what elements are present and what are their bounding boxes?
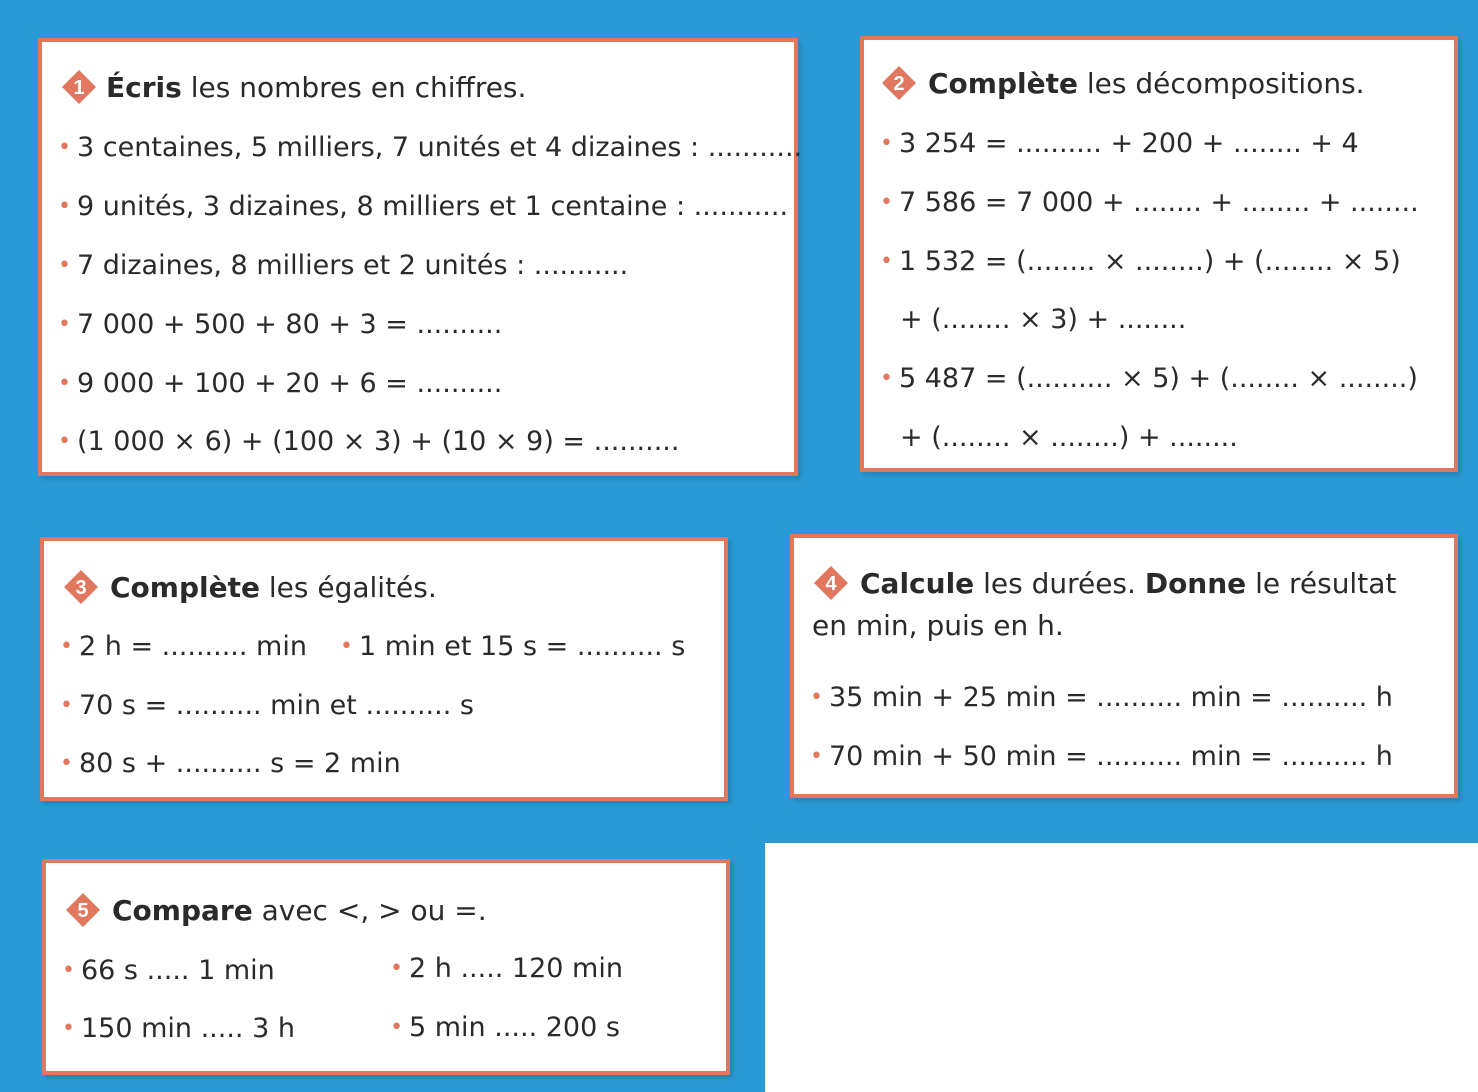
exercise-2-card: [860, 36, 1458, 472]
exercise-2-title-rest: les décompositions.: [1077, 67, 1365, 100]
exercise-5-title-bold: Compare: [112, 894, 253, 927]
exercise-3-number: 3: [75, 577, 87, 599]
bullet-icon: •: [880, 249, 893, 274]
exercise-3-title-rest: les égalités.: [259, 571, 437, 604]
exercise-3-card: [40, 537, 728, 801]
exercise-2-number-badge: [882, 66, 916, 100]
line-text: 66 s ..... 1 min: [80, 955, 275, 986]
exercise-3-title-bold: Complète: [110, 571, 260, 604]
bullet-icon: •: [60, 634, 73, 659]
exercise-1-line-6: [58, 424, 679, 462]
line-text: (1 000 × 6) + (100 × 3) + (10 × 9) = ..........: [76, 426, 680, 457]
exercise-5-number: 5: [77, 900, 89, 922]
exercise-2-line-1: [880, 126, 1359, 164]
exercise-5-title: [112, 891, 487, 931]
exercise-5-line-2: [390, 951, 623, 989]
exercise-4-title-bold-2: Donne: [1144, 567, 1247, 600]
bullet-icon: •: [62, 1016, 75, 1041]
exercise-1-line-4: [58, 307, 502, 345]
line-text: 9 000 + 100 + 20 + 6 = ..........: [76, 368, 503, 399]
bullet-icon: •: [390, 956, 403, 981]
line-text: 70 s = .......... min et .......... s: [78, 690, 474, 721]
exercise-1-line-5: [58, 366, 502, 404]
bullet-icon: •: [880, 190, 893, 215]
line-text: 7 dizaines, 8 milliers et 2 unités : ...........: [76, 250, 629, 281]
exercise-1-line-3: [58, 248, 628, 286]
bullet-icon: •: [62, 958, 75, 983]
line-text: 35 min + 25 min = .......... min = .......... h: [828, 682, 1393, 713]
exercise-1-number-badge: [62, 70, 96, 104]
line-text: 1 532 = (........ × ........) + (........ × 5): [898, 246, 1401, 277]
line-text: 3 254 = .......... + 200 + ........ + 4: [898, 128, 1359, 159]
exercise-1-title-bold: Écris: [106, 71, 182, 104]
bullet-icon: •: [810, 744, 823, 769]
exercise-3-number-badge: [64, 570, 98, 604]
exercise-4-card: [790, 534, 1458, 798]
exercise-4-title-bold-1: Calcule: [860, 567, 975, 600]
exercise-1-title: [106, 68, 526, 108]
line-text: 9 unités, 3 dizaines, 8 milliers et 1 centaine : ...........: [76, 191, 789, 222]
bullet-icon: •: [60, 751, 73, 776]
line-text: + (........ × ........) + ........: [900, 422, 1238, 453]
exercise-3-title: [110, 568, 437, 608]
line-text: 5 min ..... 200 s: [408, 1012, 620, 1043]
bullet-icon: •: [58, 429, 71, 454]
exercise-3-line-1: [60, 629, 307, 667]
line-text: 2 h = .......... min: [78, 631, 307, 662]
bullet-icon: •: [58, 253, 71, 278]
blank-white-area: [765, 843, 1478, 1092]
bullet-icon: •: [390, 1015, 403, 1040]
bullet-icon: •: [880, 366, 893, 391]
bullet-icon: •: [60, 693, 73, 718]
exercise-4-title-line-2: en min, puis en h.: [812, 609, 1064, 642]
exercise-4-title: [860, 564, 1396, 604]
line-text: 80 s + .......... s = 2 min: [78, 748, 401, 779]
line-text: 7 000 + 500 + 80 + 3 = ..........: [76, 309, 503, 340]
exercise-5-line-1: [62, 953, 275, 991]
bullet-icon: •: [58, 312, 71, 337]
bullet-icon: •: [880, 131, 893, 156]
line-text: 7 586 = 7 000 + ........ + ........ + ........: [898, 187, 1419, 218]
bullet-icon: •: [340, 634, 353, 659]
exercise-2-title-bold: Complète: [928, 67, 1078, 100]
bullet-icon: •: [58, 194, 71, 219]
line-text: 2 h ..... 120 min: [408, 953, 623, 984]
exercise-3-line-4: [60, 746, 401, 784]
exercise-5-card: [42, 859, 730, 1075]
line-text: 1 min et 15 s = .......... s: [358, 631, 686, 662]
line-text: + (........ × 3) + ........: [900, 304, 1187, 335]
exercise-2-line-3: [880, 244, 1401, 282]
line-text: 70 min + 50 min = .......... min = .......... h: [828, 741, 1393, 772]
exercise-1-line-1: [58, 130, 802, 168]
exercise-1-title-rest: les nombres en chiffres.: [181, 71, 527, 104]
exercise-5-line-3: [62, 1011, 295, 1049]
exercise-3-line-3: [60, 688, 474, 726]
line-text: 5 487 = (.......... × 5) + (........ × ........): [898, 363, 1418, 394]
exercise-4-number-badge: [814, 566, 848, 600]
exercise-4-number: 4: [825, 573, 837, 595]
exercise-5-title-rest: avec <, > ou =.: [252, 894, 487, 927]
exercise-5-number-badge: [66, 893, 100, 927]
exercise-1-line-2: [58, 189, 788, 227]
bullet-icon: •: [58, 135, 71, 160]
exercise-5-line-4: [390, 1010, 620, 1048]
exercise-2-line-4: [900, 302, 1186, 338]
exercise-2-title: [928, 64, 1365, 104]
line-text: 3 centaines, 5 milliers, 7 unités et 4 dizaines : ...........: [76, 132, 803, 163]
exercise-4-title-rest: le résultat: [1246, 567, 1397, 600]
exercise-2-line-6: [900, 420, 1238, 456]
bullet-icon: •: [58, 371, 71, 396]
exercise-1-number: 1: [73, 77, 85, 99]
exercise-4-line-1: [810, 680, 1393, 718]
exercise-4-title-mid: les durées.: [974, 567, 1145, 600]
exercise-4-line-2: [810, 739, 1393, 777]
exercise-2-number: 2: [893, 73, 905, 95]
line-text: 150 min ..... 3 h: [80, 1013, 295, 1044]
exercise-1-card: [38, 38, 803, 476]
exercise-2-line-2: [880, 185, 1419, 223]
exercise-3-line-2: [340, 629, 685, 667]
exercise-2-line-5: [880, 361, 1418, 399]
bullet-icon: •: [810, 685, 823, 710]
